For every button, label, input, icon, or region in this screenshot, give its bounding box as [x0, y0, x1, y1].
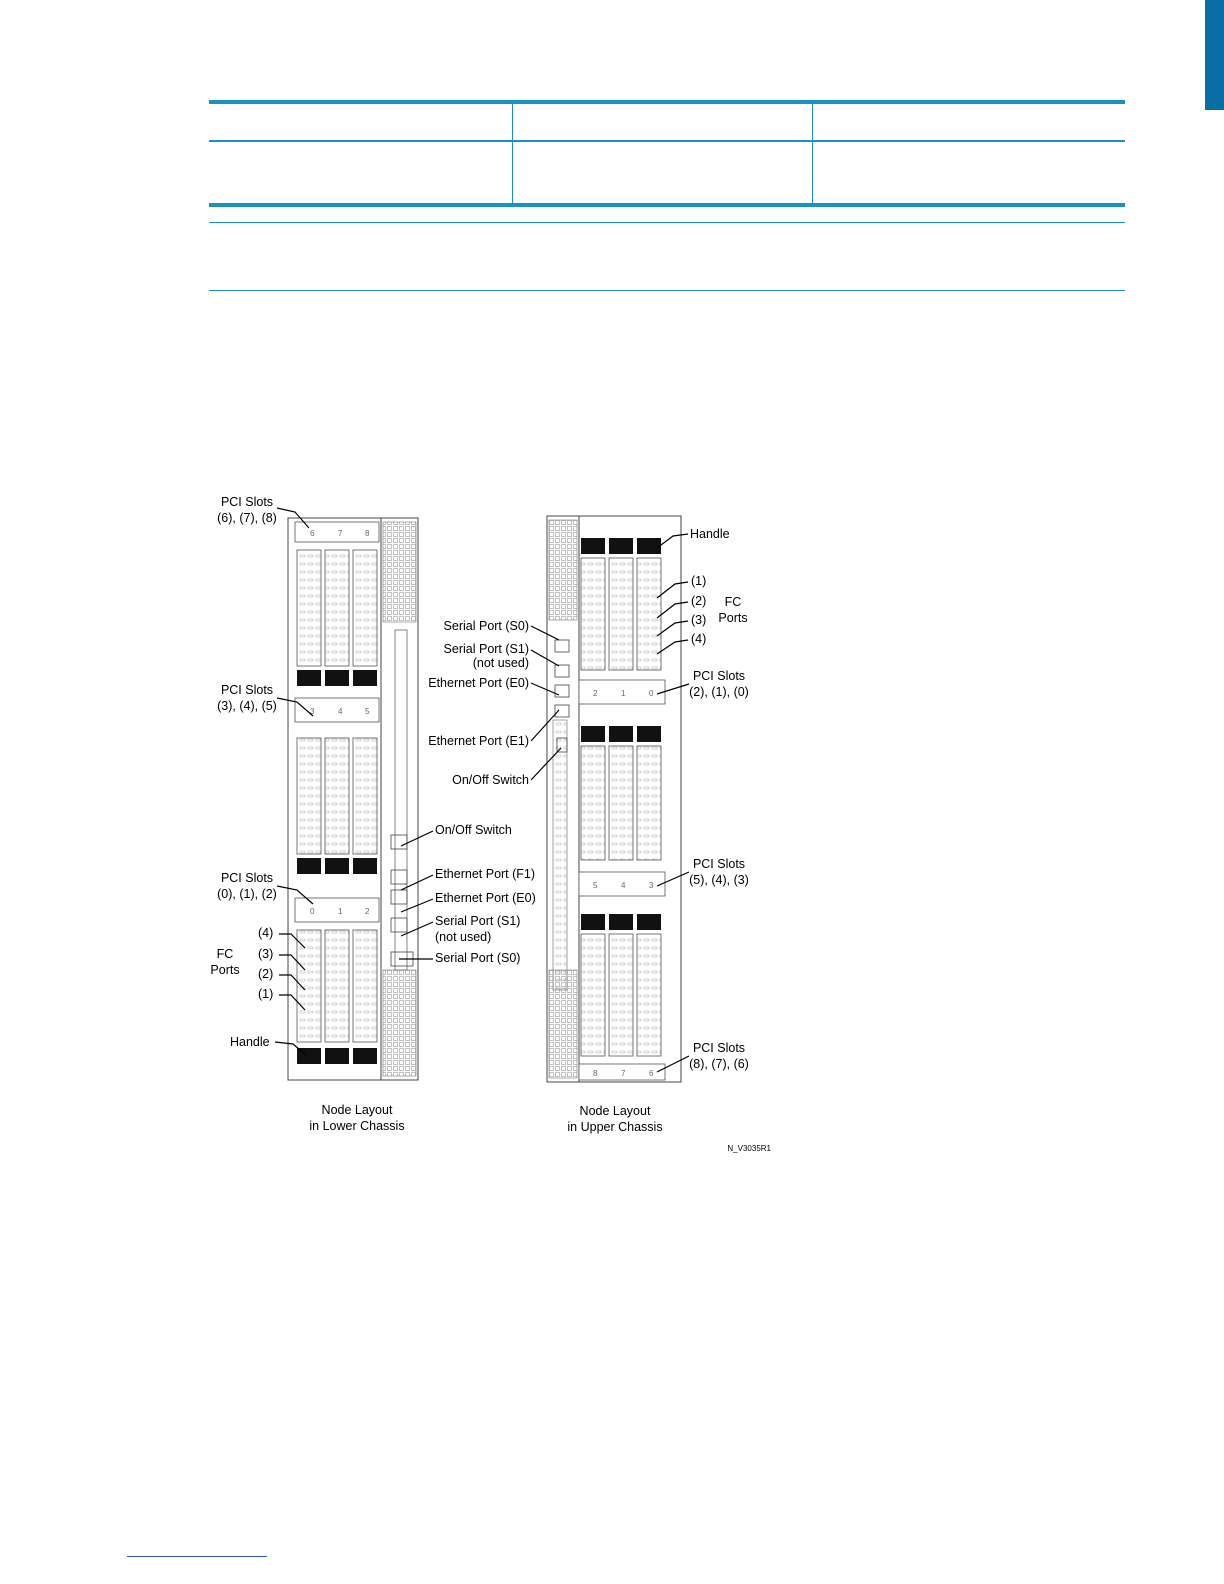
serial-port-label: Serial Port (S1) — [435, 914, 521, 928]
fc-port-label: (1) — [258, 987, 274, 1001]
ethernet-port-label: Ethernet Port (F1) — [435, 867, 536, 881]
pci-module-group-mid — [297, 738, 377, 874]
footer-link-underline[interactable] — [127, 1556, 267, 1557]
slot-number: 0 — [649, 689, 654, 698]
slot-number: 8 — [365, 529, 370, 538]
note-top-rule — [209, 222, 1125, 223]
pci-slots-label: (2), (1), (0) — [689, 685, 749, 699]
pci-slots-label: (3), (4), (5) — [217, 699, 277, 713]
handle-icon — [353, 1048, 377, 1064]
handle-icon — [637, 538, 661, 554]
on-off-switch-label: On/Off Switch — [435, 823, 512, 837]
pci-slots-label: (0), (1), (2) — [217, 887, 277, 901]
node-layout-figure — [195, 490, 795, 1165]
figure-code: N_V3035R1 — [727, 1144, 771, 1153]
pci-slots-label: PCI Slots — [692, 669, 746, 683]
handle-icon — [297, 670, 321, 686]
pci-slots-label: PCI Slots — [220, 871, 274, 885]
table-bottom-rule — [209, 203, 1125, 207]
fc-port-label: (4) — [258, 926, 274, 940]
handle-icon — [637, 726, 661, 742]
slot-number: 7 — [621, 1069, 626, 1078]
pci-slots-label: PCI Slots — [220, 495, 274, 509]
slot-number: 7 — [338, 529, 343, 538]
ethernet-port-label: Ethernet Port (E0) — [435, 891, 536, 905]
handle-icon — [609, 914, 633, 930]
slot-number: 1 — [621, 689, 626, 698]
slot-number: 0 — [310, 907, 315, 916]
slot-number: 6 — [649, 1069, 654, 1078]
fc-port-label: (2) — [691, 594, 707, 608]
handle-icon — [325, 1048, 349, 1064]
table-header-rule — [209, 140, 1125, 142]
serial-port-label: Serial Port (S0) — [443, 619, 529, 633]
handle-icon — [609, 726, 633, 742]
pci-slots-label: PCI Slots — [692, 1041, 746, 1055]
on-off-switch-label: On/Off Switch — [452, 773, 529, 787]
pci-module-group-b — [581, 726, 661, 860]
fc-port-label: (4) — [691, 632, 707, 646]
serial-port-label: Serial Port (S0) — [435, 951, 521, 965]
fc-ports-label: FC — [724, 595, 742, 609]
empty-table — [209, 100, 1125, 207]
table-column-divider — [812, 104, 813, 203]
pci-module-group-top — [297, 550, 377, 686]
handle-icon — [581, 538, 605, 554]
slot-number: 8 — [593, 1069, 598, 1078]
handle-icon — [325, 858, 349, 874]
slot-number: 5 — [365, 707, 370, 716]
figure-caption: Node Layout — [321, 1103, 393, 1117]
pci-slots-label: PCI Slots — [220, 683, 274, 697]
table-top-rule — [209, 100, 1125, 104]
slot-number: 4 — [338, 707, 343, 716]
handle-label: Handle — [230, 1035, 270, 1049]
slot-number: 2 — [593, 689, 598, 698]
figure-caption: Node Layout — [579, 1104, 651, 1118]
page-edge-tab — [1205, 0, 1224, 110]
figure-caption: in Upper Chassis — [567, 1120, 663, 1134]
handle-icon — [637, 914, 661, 930]
fc-port-label: (2) — [258, 967, 274, 981]
serial-port-note: (not used) — [435, 930, 492, 944]
fc-port-label: (1) — [691, 574, 707, 588]
slot-number: 3 — [649, 881, 654, 890]
table-column-divider — [512, 104, 513, 203]
pci-slots-label: (6), (7), (8) — [217, 511, 277, 525]
note-bottom-rule — [209, 290, 1125, 291]
pci-slots-label: (8), (7), (6) — [689, 1057, 749, 1071]
slot-number: 1 — [338, 907, 343, 916]
fc-ports-label: Ports — [210, 963, 240, 977]
handle-icon — [353, 670, 377, 686]
fc-ports-label: FC — [216, 947, 234, 961]
figure-caption: in Lower Chassis — [309, 1119, 405, 1133]
serial-port-note: (not used) — [472, 656, 529, 670]
pci-slots-label: PCI Slots — [692, 857, 746, 871]
handle-icon — [325, 670, 349, 686]
pci-module-group-a — [581, 538, 661, 670]
node-layout-diagram — [195, 490, 795, 1160]
pci-module-group-c — [581, 914, 661, 1056]
slot-number: 5 — [593, 881, 598, 890]
lower-chassis — [288, 518, 418, 1080]
handle-icon — [581, 914, 605, 930]
upper-chassis — [547, 516, 681, 1082]
ethernet-port-label: Ethernet Port (E1) — [428, 734, 529, 748]
slot-number: 6 — [310, 529, 315, 538]
handle-label: Handle — [690, 527, 730, 541]
handle-icon — [609, 538, 633, 554]
fc-port-label: (3) — [258, 947, 274, 961]
serial-port-label: Serial Port (S1) — [443, 642, 529, 656]
slot-number: 2 — [365, 907, 370, 916]
slot-number: 4 — [621, 881, 626, 890]
pci-slots-label: (5), (4), (3) — [689, 873, 749, 887]
handle-icon — [353, 858, 377, 874]
ethernet-port-label: Ethernet Port (E0) — [428, 676, 529, 690]
slot-number: 3 — [310, 707, 315, 716]
fc-ports-label: Ports — [718, 611, 748, 625]
handle-icon — [581, 726, 605, 742]
fc-port-label: (3) — [691, 613, 707, 627]
handle-icon — [297, 858, 321, 874]
